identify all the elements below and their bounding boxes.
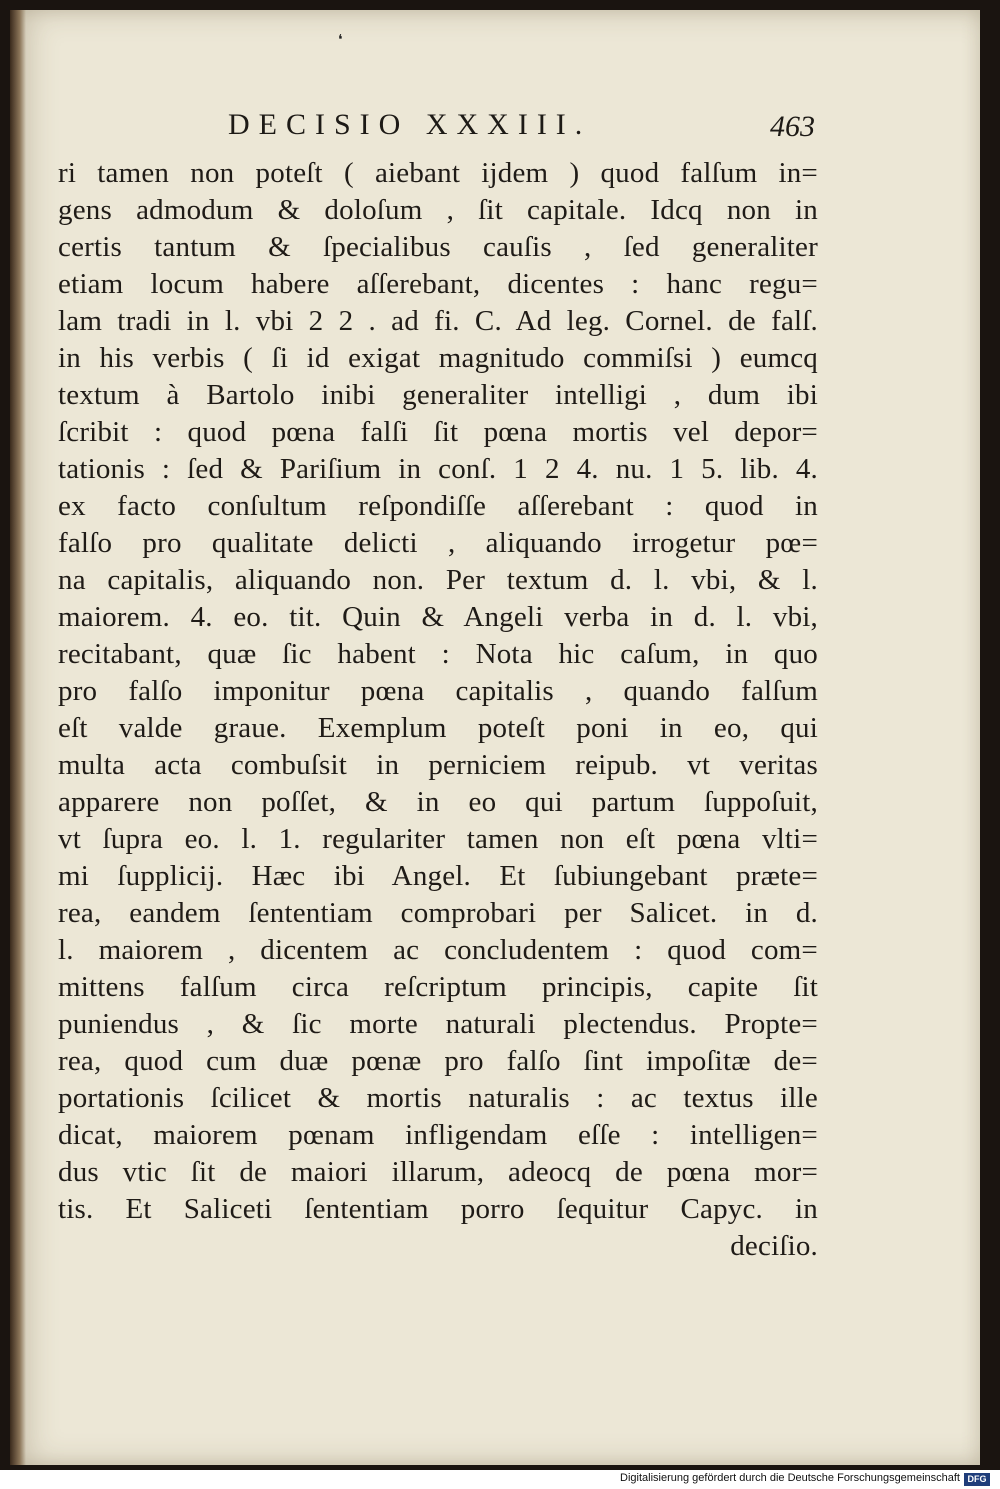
text-line: puniendus , & ſic morte naturali plectendus. Propte= (58, 1008, 818, 1040)
running-head: DECISIO XXXIII. (228, 108, 592, 141)
text-line: multa acta combuſsit in perniciem reipub. vt veritas (58, 749, 818, 781)
page-spine-edge (10, 10, 26, 1465)
text-line: ri tamen non poteſt ( aiebant ijdem ) quod falſum in= (58, 157, 818, 189)
text-line: eſt valde graue. Exemplum poteſt poni in eo, qui (58, 712, 818, 744)
text-line: vt ſupra eo. l. 1. regulariter tamen non eſt pœna vlti= (58, 823, 818, 855)
text-line: certis tantum & ſpecialibus cauſis , ſed generaliter (58, 231, 818, 263)
text-line: recitabant, quæ ſic habent : Nota hic caſum, in quo (58, 638, 818, 670)
text-line: portationis ſcilicet & mortis naturalis : ac textus ille (58, 1082, 818, 1114)
text-line: lam tradi in l. vbi 2 2 . ad fi. C. Ad leg. Cornel. de falſ. (58, 305, 818, 337)
text-line: l. maiorem , dicentem ac concludentem : quod com= (58, 934, 818, 966)
text-line: na capitalis, aliquando non. Per textum d. l. vbi, & l. (58, 564, 818, 596)
text-line: rea, quod cum duæ pœnæ pro falſo ſint impoſitæ de= (58, 1045, 818, 1077)
text-line: mi ſupplicij. Hæc ibi Angel. Et ſubiungebant præte= (58, 860, 818, 892)
text-line: ſcribit : quod pœna falſi ſit pœna mortis vel depor= (58, 416, 818, 448)
printer-mark: ❛ (338, 33, 343, 48)
text-line: tationis : ſed & Pariſium in conſ. 1 2 4. nu. 1 5. lib. 4. (58, 453, 818, 485)
text-line: mittens falſum circa reſcriptum principis, capite ſit (58, 971, 818, 1003)
text-line: ex facto conſultum reſpondiſſe aſſerebant : quod in (58, 490, 818, 522)
text-line: dus vtic ſit de maiori illarum, adeocq de pœna mor= (58, 1156, 818, 1188)
digitization-footer (0, 1470, 1000, 1489)
text-line: falſo pro qualitate delicti , aliquando irrogetur pœ= (58, 527, 818, 559)
text-line: textum à Bartolo inibi generaliter intelligi , dum ibi (58, 379, 818, 411)
page-number: 463 (770, 110, 815, 143)
text-line: rea, eandem ſententiam comprobari per Salicet. in d. (58, 897, 818, 929)
text-line: dicat, maiorem pœnam infligendam eſſe : intelligen= (58, 1119, 818, 1151)
text-line: maiorem. 4. eo. tit. Quin & Angeli verba in d. l. vbi, (58, 601, 818, 633)
catchword: deciſio. (730, 1230, 818, 1262)
dfg-logo: DFG (964, 1473, 990, 1486)
text-line: pro falſo imponitur pœna capitalis , quando falſum (58, 675, 818, 707)
text-line: tis. Et Saliceti ſententiam porro ſequitur Capyc. in (58, 1193, 818, 1225)
text-line: in his verbis ( ſi id exigat magnitudo commiſsi ) eumcq (58, 342, 818, 374)
funding-credit: Digitalisierung gefördert durch die Deutsche Forschungsgemeinschaft (620, 1472, 960, 1484)
text-line: gens admodum & doloſum , ſit capitale. Idcq non in (58, 194, 818, 226)
text-line: etiam locum habere aſſerebant, dicentes : hanc regu= (58, 268, 818, 300)
body-text (58, 155, 818, 1265)
text-line: apparere non poſſet, & in eo qui partum ſuppoſuit, (58, 786, 818, 818)
